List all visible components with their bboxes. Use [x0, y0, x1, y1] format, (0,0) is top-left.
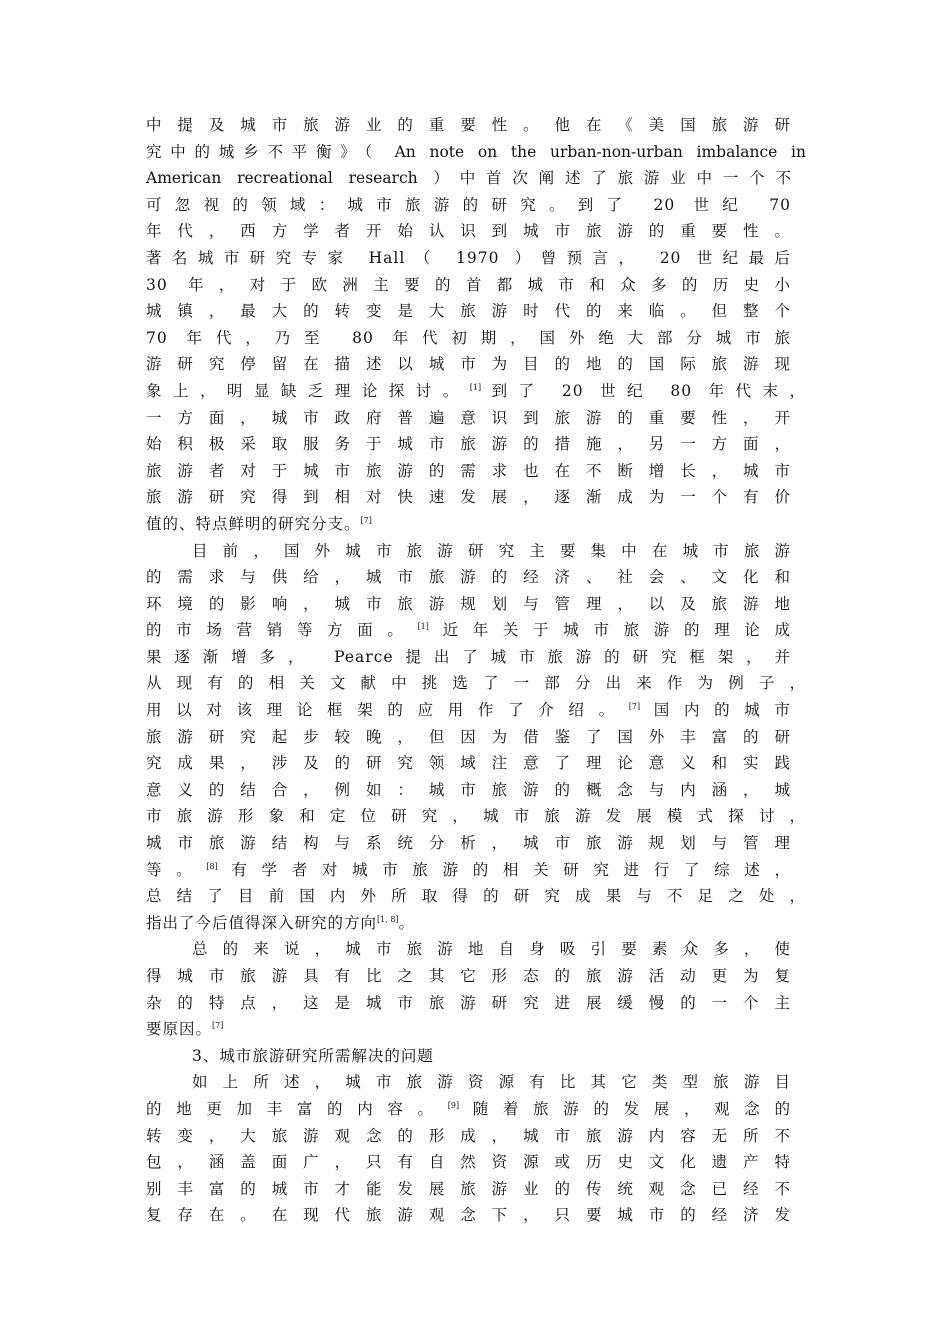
citation-marker: [7]	[360, 515, 372, 525]
text-line: 30 年，对于欧洲主要的首都城市和众多的历史小	[146, 275, 791, 294]
text-line: 杂的特点，这是城市旅游研究进展缓慢的一个主	[146, 993, 791, 1012]
text-line: 城市旅游结构与系统分析，城市旅游规划与管理	[146, 834, 791, 853]
text-line: 旅游研究得到相对快速发展，逐渐成为一个有价	[146, 488, 791, 507]
text-line: 意义的结合，例如：城市旅游的概念与内涵，城	[146, 780, 791, 799]
text-line: 旅游者对于城市旅游的需求也在不断增长，城市	[146, 461, 791, 480]
citation-marker: [1, 8]	[377, 914, 399, 924]
citation-marker: [8]	[206, 861, 218, 871]
section-heading: 3、城市旅游研究所需解决的问题	[192, 1046, 434, 1065]
text-line: 得城市旅游具有比之其它形态的旅游活动更为复	[146, 967, 791, 985]
text-line: 市旅游形象和定位研究，城市旅游发展模式探讨，	[146, 807, 806, 826]
citation-marker: [1]	[417, 622, 429, 632]
citation-marker: [1]	[469, 382, 482, 392]
text-line: 等。[8]有学者对城市旅游的相关研究进行了综述，	[146, 860, 791, 879]
text-line: 值的、特点鲜明的研究分支。[7]	[146, 514, 372, 533]
text-line: 总结了目前国内外所取得的研究成果与不足之处，	[146, 887, 806, 906]
paragraph-first-line: 如上所述，城市旅游资源有比其它类型旅游目	[192, 1073, 791, 1092]
paragraph-first-line: 总的来说，城市旅游地自身吸引要素众多，使	[192, 940, 791, 959]
text-line: 的需求与供给，城市旅游的经济、社会、文化和	[146, 568, 791, 587]
text-line: 究成果，涉及的研究领域注意了理论意义和实践	[146, 754, 791, 773]
text-line: 中提及城市旅游业的重要性。他在《美国旅游研	[146, 116, 791, 134]
text-line: 从现有的相关文献中挑选了一部分出来作为例子，	[146, 674, 806, 693]
text-line: 的市场营销等方面。[1]近年关于城市旅游的理论成	[146, 621, 791, 640]
text-line: 著名城市研究专家 Hall（ 1970 ）曾预言， 20 世纪最后	[146, 248, 791, 267]
text-line: 年代，西方学者开始认识到城市旅游的重要性。	[146, 222, 791, 241]
text-line: 究中的城乡不平衡》（ An note on the urban-non-urban imbalance in	[146, 142, 806, 161]
paragraph-first-line: 目前，国外城市旅游研究主要集中在城市旅游	[192, 541, 791, 560]
text-line: 旅游研究起步较晚，但因为借鉴了国外丰富的研	[146, 727, 791, 746]
citation-marker: [7]	[628, 702, 641, 712]
citation-marker: [9]	[447, 1100, 460, 1110]
text-line: American recreational research ）中首次阐述了旅游业中一个不	[146, 169, 791, 188]
text-line: 用以对该理论框架的应用作了介绍。[7]国内的城市	[146, 701, 791, 720]
text-line: 要原因。[7]	[146, 1020, 224, 1039]
citation-marker: [7]	[212, 1021, 224, 1031]
document-body	[146, 112, 806, 1229]
text-line: 果逐渐增多， Pearce提出了城市旅游的研究框架，并	[146, 647, 791, 666]
text-line: 包，涵盖面广，只有自然资源或历史文化遗产特	[146, 1153, 791, 1172]
text-line: 游研究停留在描述以城市为目的地的国际旅游现	[146, 355, 791, 374]
text-line: 可忽视的领域：城市旅游的研究。到了 20 世纪 70	[146, 195, 791, 214]
text-line: 的地更加丰富的内容。[9]随着旅游的发展，观念的	[146, 1099, 791, 1118]
text-line: 象上，明显缺乏理论探讨。[1]到了 20 世纪 80 年代末，	[146, 381, 806, 400]
text-line: 一方面，城市政府普遍意识到旅游的重要性，开	[146, 408, 791, 427]
text-line: 转变，大旅游观念的形成，城市旅游内容无所不	[146, 1126, 791, 1145]
text-line: 别丰富的城市才能发展旅游业的传统观念已经不	[146, 1179, 791, 1198]
text-line: 城镇，最大的转变是大旅游时代的来临。但整个	[146, 302, 791, 321]
text-line: 复存在。在现代旅游观念下，只要城市的经济发	[146, 1206, 791, 1225]
text-line: 指出了今后值得深入研究的方向[1, 8]。	[146, 913, 416, 932]
text-line: 70 年代，乃至 80 年代初期，国外绝大部分城市旅	[146, 328, 791, 347]
text-line: 始积极采取服务于城市旅游的措施，另一方面，	[146, 435, 791, 454]
text-line: 环境的影响，城市旅游规划与管理，以及旅游地	[146, 594, 791, 613]
